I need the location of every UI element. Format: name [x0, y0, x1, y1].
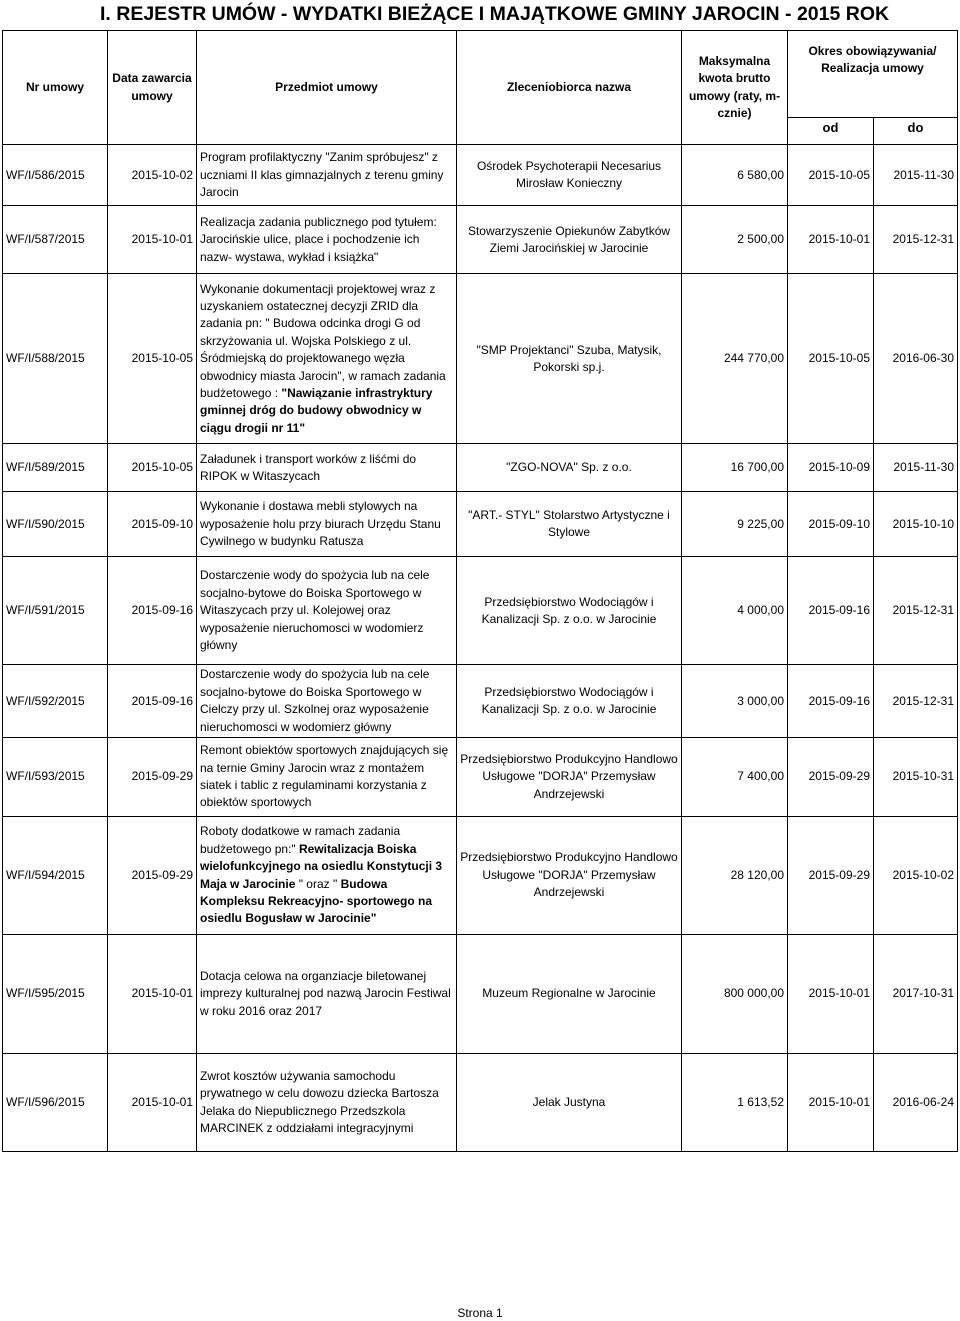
header-row: [3, 31, 958, 118]
subject-text: Wykonanie dokumentacji projektowej wraz z uzyskaniem ostatecznej decyzji ZRID dla zadania pn: " Budowa odcinka drogi G od skrzyżowania ul. Wojska Polskiego z ul. Śródmiejską do projektowanego węzła obwodnicy miasta Jarocin", w ramach zadania budżetowego :: [200, 281, 446, 401]
contract-number: WF/I/596/2015: [3, 1054, 108, 1152]
table-row: [3, 206, 958, 274]
period-from: 2015-09-16: [788, 557, 874, 665]
table-row: [3, 145, 958, 206]
contract-subject: [197, 935, 457, 1054]
contract-number: WF/I/589/2015: [3, 444, 108, 492]
contract-date: 2015-10-02: [108, 145, 197, 206]
contract-date: 2015-10-05: [108, 274, 197, 444]
header-to: do: [874, 118, 958, 145]
max-amount: 28 120,00: [682, 817, 788, 935]
period-to: 2016-06-24: [874, 1054, 958, 1152]
contractor-name: Jelak Justyna: [457, 1054, 682, 1152]
contract-number: WF/I/590/2015: [3, 492, 108, 557]
period-to: 2015-11-30: [874, 145, 958, 206]
subject-text: Dostarczenie wody do spożycia lub na cele socjalno-bytowe do Boiska Sportowego w Cielczy przy ul. Szkolnej oraz wyposażenie nieruchomosci w wodomierz główny: [200, 667, 430, 734]
max-amount: 7 400,00: [682, 738, 788, 817]
contract-number: WF/I/593/2015: [3, 738, 108, 817]
period-from: 2015-10-01: [788, 206, 874, 274]
contract-date: 2015-10-01: [108, 935, 197, 1054]
table-row: [3, 492, 958, 557]
contractor-name: Przedsiębiorstwo Produkcyjno Handlowo Usługowe "DORJA" Przemysław Andrzejewski: [457, 738, 682, 817]
contract-subject: [197, 738, 457, 817]
contract-number: WF/I/586/2015: [3, 145, 108, 206]
period-to: 2015-12-31: [874, 665, 958, 738]
period-to: 2015-10-31: [874, 738, 958, 817]
contract-subject: [197, 145, 457, 206]
contract-number: WF/I/591/2015: [3, 557, 108, 665]
period-to: 2015-10-02: [874, 817, 958, 935]
max-amount: 3 000,00: [682, 665, 788, 738]
register-body: [3, 145, 958, 1152]
period-from: 2015-09-16: [788, 665, 874, 738]
table-row: [3, 444, 958, 492]
period-from: 2015-10-01: [788, 1054, 874, 1152]
contract-number: WF/I/587/2015: [3, 206, 108, 274]
header-amount: Maksymalna kwota brutto umowy (raty, m-cznie): [682, 31, 788, 145]
contract-subject: [197, 492, 457, 557]
subject-text: Dostarczenie wody do spożycia lub na cele socjalno-bytowe do Boiska Sportowego w Witaszycach przy ul. Kolejowej oraz wyposażenie nieruchomosci w wodomierz główny: [200, 568, 430, 653]
contract-date: 2015-09-16: [108, 665, 197, 738]
subject-text: Załadunek i transport worków z liśćmi do RIPOK w Witaszycach: [200, 451, 417, 483]
contractor-name: Przedsiębiorstwo Produkcyjno Handlowo Usługowe "DORJA" Przemysław Andrzejewski: [457, 817, 682, 935]
period-to: 2017-10-31: [874, 935, 958, 1054]
subject-text: Rewitalizacja Boiska wielofunkcyjnego na osiedlu Konstytucji 3 Maja w Jarocinie: [200, 841, 443, 891]
contractor-name: "ART.- STYL" Stolarstwo Artystyczne i Stylowe: [457, 492, 682, 557]
contract-number: WF/I/592/2015: [3, 665, 108, 738]
table-row: [3, 935, 958, 1054]
period-to: 2015-12-31: [874, 557, 958, 665]
subject-text: " oraz ": [295, 876, 341, 891]
header-subject: Przedmiot umowy: [197, 31, 457, 145]
max-amount: 2 500,00: [682, 206, 788, 274]
contract-number: WF/I/594/2015: [3, 817, 108, 935]
max-amount: 6 580,00: [682, 145, 788, 206]
header-nr: Nr umowy: [3, 31, 108, 145]
period-from: 2015-09-29: [788, 817, 874, 935]
table-row: [3, 665, 958, 738]
header-period: Okres obowiązywania/ Realizacja umowy: [788, 31, 958, 118]
table-row: [3, 817, 958, 935]
period-to: 2015-10-10: [874, 492, 958, 557]
header-date: Data zawarcia umowy: [108, 31, 197, 145]
table-row: [3, 738, 958, 817]
period-from: 2015-10-01: [788, 935, 874, 1054]
contract-date: 2015-10-01: [108, 1054, 197, 1152]
contractor-name: "ZGO-NOVA" Sp. z o.o.: [457, 444, 682, 492]
contractor-name: Stowarzyszenie Opiekunów Zabytków Ziemi Jarocińskiej w Jarocinie: [457, 206, 682, 274]
contract-subject: [197, 665, 457, 738]
subject-text: Remont obiektów sportowych znajdujących się na ternie Gminy Jarocin wraz z montażem siatek i tablic z regulaminami korzystania z obiektów sportowych: [200, 743, 449, 810]
contractor-name: Muzeum Regionalne w Jarocinie: [457, 935, 682, 1054]
table-row: [3, 274, 958, 444]
contract-date: 2015-10-05: [108, 444, 197, 492]
contract-number: WF/I/595/2015: [3, 935, 108, 1054]
contract-subject: [197, 444, 457, 492]
contracts-register-table: [2, 30, 958, 1152]
page-footer: Strona 1: [457, 1306, 503, 1320]
contract-date: 2015-09-29: [108, 738, 197, 817]
header-contractor: Zleceniobiorca nazwa: [457, 31, 682, 145]
contractor-name: Ośrodek Psychoterapii Necesarius Mirosław Konieczny: [457, 145, 682, 206]
period-from: 2015-10-05: [788, 145, 874, 206]
subject-text: Dotacja celowa na organziacje biletowanej imprezy kulturalnej pod nazwą Jarocin Festiwal w roku 2016 oraz 2017: [200, 968, 451, 1018]
max-amount: 9 225,00: [682, 492, 788, 557]
contract-date: 2015-09-10: [108, 492, 197, 557]
subject-text: Program profilaktyczny "Zanim spróbujesz" z uczniami II klas gimnazjalnych z terenu gminy Jarocin: [200, 150, 444, 200]
period-from: 2015-10-05: [788, 274, 874, 444]
subject-text: "Nawiązanie infrastryktury gminnej dróg do budowy obwodnicy w ciągu drogii nr 11": [200, 386, 433, 435]
contract-number: WF/I/588/2015: [3, 274, 108, 444]
header-from: od: [788, 118, 874, 145]
max-amount: 4 000,00: [682, 557, 788, 665]
period-to: 2015-12-31: [874, 206, 958, 274]
subject-text: Budowa Kompleksu Rekreacyjno- sportowego na osiedlu Bogusław w Jarocinie": [200, 876, 433, 926]
subject-text: Zwrot kosztów używania samochodu prywatnego w celu dowozu dziecka Bartosza Jelaka do Niepublicznego Przedszkola MARCINEK z oddziałami integracyjnymi: [200, 1068, 439, 1135]
table-row: [3, 1054, 958, 1152]
contract-date: 2015-09-29: [108, 817, 197, 935]
subject-text: Wykonanie i dostawa mebli stylowych na wyposażenie holu przy biurach Urzędu Stanu Cywilnego w budynku Ratusza: [200, 499, 441, 549]
subject-text: Roboty dodatkowe w ramach zadania budżetowego pn:": [200, 824, 401, 856]
contract-subject: [197, 817, 457, 935]
period-to: 2015-11-30: [874, 444, 958, 492]
contract-date: 2015-09-16: [108, 557, 197, 665]
contractor-name: Przedsiębiorstwo Wodociągów i Kanalizacji Sp. z o.o. w Jarocinie: [457, 557, 682, 665]
period-from: 2015-10-09: [788, 444, 874, 492]
period-from: 2015-09-10: [788, 492, 874, 557]
table-row: [3, 557, 958, 665]
subject-text: Realizacja zadania publicznego pod tytułem: Jarocińskie ulice, place i pochodzenie ich nazw- wystawa, wykład i książka": [200, 214, 437, 264]
document-title: I. REJESTR UMÓW - WYDATKI BIEŻĄCE I MAJĄTKOWE GMINY JAROCIN - 2015 ROK: [100, 3, 890, 25]
max-amount: 244 770,00: [682, 274, 788, 444]
contract-subject: [197, 274, 457, 444]
contractor-name: "SMP Projektanci" Szuba, Matysik, Pokorski sp.j.: [457, 274, 682, 444]
max-amount: 16 700,00: [682, 444, 788, 492]
period-from: 2015-09-29: [788, 738, 874, 817]
contractor-name: Przedsiębiorstwo Wodociągów i Kanalizacji Sp. z o.o. w Jarocinie: [457, 665, 682, 738]
max-amount: 800 000,00: [682, 935, 788, 1054]
period-to: 2016-06-30: [874, 274, 958, 444]
contract-subject: [197, 557, 457, 665]
contract-subject: [197, 1054, 457, 1152]
contract-date: 2015-10-01: [108, 206, 197, 274]
contract-subject: [197, 206, 457, 274]
max-amount: 1 613,52: [682, 1054, 788, 1152]
